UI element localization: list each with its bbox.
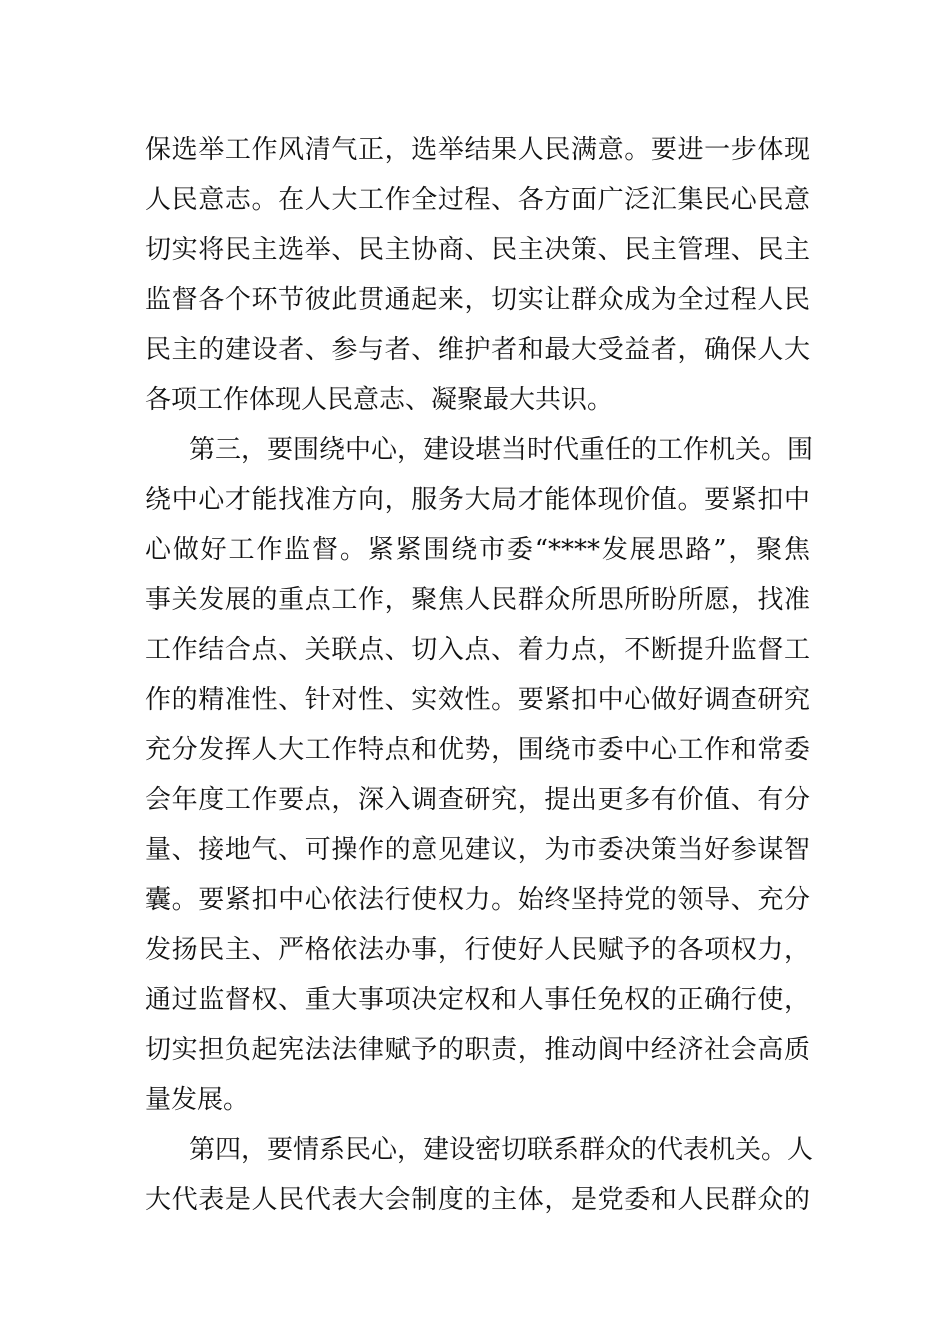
paragraph-start-line: 第四，要情系民心，建设密切联系群众的代表机关。人 xyxy=(189,1135,814,1165)
text-line: 保选举工作风清气正，选举结果人民满意。要进一步体现 xyxy=(145,135,810,165)
text-line: 大代表是人民代表大会制度的主体，是党委和人民群众的 xyxy=(145,1185,810,1215)
text-line: 绕中心才能找准方向，服务大局才能体现价值。要紧扣中 xyxy=(145,485,810,515)
text-line: 民主的建设者、参与者、维护者和最大受益者，确保人大 xyxy=(145,335,810,365)
text-line: 会年度工作要点，深入调查研究，提出更多有价值、有分 xyxy=(145,785,810,815)
text-line: 通过监督权、重大事项决定权和人事任免权的正确行使， xyxy=(145,985,810,1015)
text-line: 切实担负起宪法法律赋予的职责，推动阆中经济社会高质 xyxy=(145,1035,810,1065)
text-line: 监督各个环节彼此贯通起来，切实让群众成为全过程人民 xyxy=(145,285,810,315)
text-line: 作的精准性、针对性、实效性。要紧扣中心做好调查研究 xyxy=(145,685,810,715)
text-line: 心做好工作监督。紧紧围绕市委“****发展思路”，聚焦 xyxy=(145,535,810,565)
paragraph-start-line: 第三，要围绕中心，建设堪当时代重任的工作机关。围 xyxy=(189,435,814,465)
text-line: 囊。要紧扣中心依法行使权力。始终坚持党的领导、充分 xyxy=(145,885,810,915)
text-line: 各项工作体现人民意志、凝聚最大共识。 xyxy=(145,385,614,415)
text-line: 事关发展的重点工作，聚焦人民群众所思所盼所愿，找准 xyxy=(145,585,810,615)
text-line: 充分发挥人大工作特点和优势，围绕市委中心工作和常委 xyxy=(145,735,810,765)
text-line: 工作结合点、关联点、切入点、着力点，不断提升监督工 xyxy=(145,635,810,665)
text-line: 量、接地气、可操作的意见建议，为市委决策当好参谋智 xyxy=(145,835,810,865)
text-line: 切实将民主选举、民主协商、民主决策、民主管理、民主 xyxy=(145,235,810,265)
text-line: 人民意志。在人大工作全过程、各方面广泛汇集民心民意 xyxy=(145,185,810,215)
text-line: 量发展。 xyxy=(145,1085,250,1115)
body-text xyxy=(145,125,814,1225)
text-line: 发扬民主、严格依法办事，行使好人民赋予的各项权力， xyxy=(145,935,810,965)
